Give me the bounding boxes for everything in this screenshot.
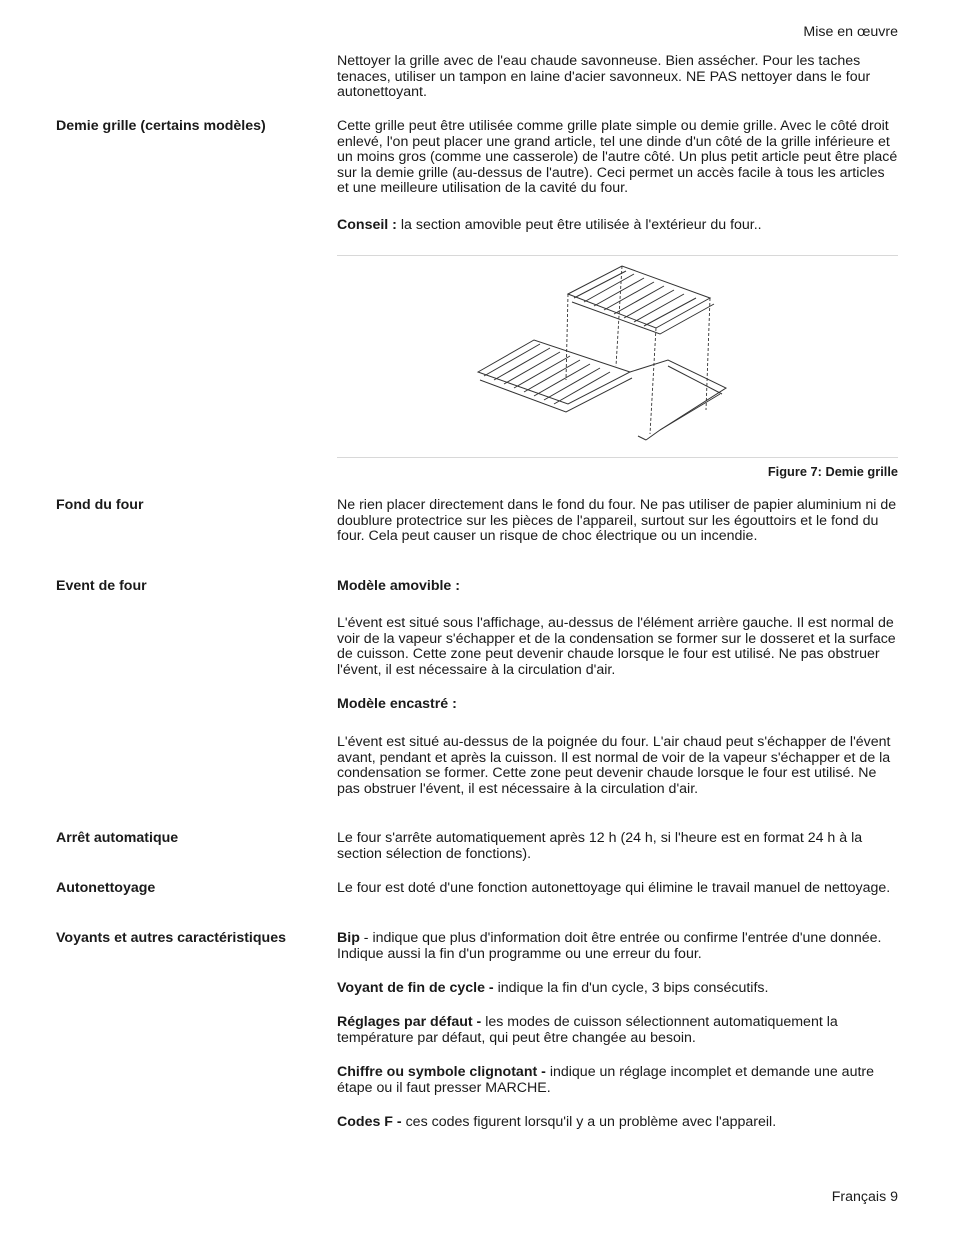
section-title-voyants: Voyants et autres caractéristiques [56, 930, 286, 946]
figure-top-rule [337, 255, 898, 256]
voyant-text: indique la fin d'un cycle, 3 bips consécutifs. [493, 980, 769, 996]
section-title-arret: Arrêt automatique [56, 830, 179, 846]
voyant-text: indique un réglage incomplet et demande une autre étape ou il faut presser MARCHE. [337, 1064, 875, 1096]
voyant-label: Codes F - [337, 1114, 402, 1130]
section-title-demie-grille: Demie grille (certains modèles) [56, 118, 266, 134]
figure-bottom-rule [337, 457, 898, 458]
voyant-item [337, 1065, 899, 1096]
voyant-item [337, 931, 899, 962]
section-title-fond: Fond du four [56, 497, 144, 513]
autonettoyage-body: Le four est doté d'une fonction autonettoyage qui élimine le travail manuel de nettoyage. [337, 880, 891, 896]
voyant-label: Réglages par défaut - [337, 1014, 482, 1030]
voyant-text: les modes de cuisson sélectionnent automatiquement la température par défaut, qui peut être changée au besoin. [337, 1014, 838, 1046]
voyant-label: Bip [337, 930, 360, 946]
half-rack-illustration [470, 262, 740, 450]
page-footer: Français 9 [831, 1189, 898, 1205]
figure-caption: Figure 7: Demie grille [767, 464, 898, 479]
voyant-label: Voyant de fin de cycle - [337, 980, 494, 996]
page-header: Mise en œuvre [803, 24, 898, 40]
arret-body: Le four s'arrête automatiquement après 12 h (24 h, si l'heure est en format 24 h à la section sélection de fonctions). [337, 830, 863, 862]
half-rack-figure [470, 262, 740, 450]
model2-body: L'évent est situé au-dessus de la poignée du four. L'air chaud peut s'échapper de l'évent avant, pendant et après la cuisson. Il est normal de voir de la vapeur s'échapper et de la condensation se former. Cette zone peut devenir chaude lorsque le four est utilisé. Ne pas obstruer l'évent, il est nécessaire à la circulation d'air. [337, 734, 891, 797]
fond-body: Ne rien placer directement dans le fond du four. Ne pas utiliser de papier aluminium ni de doublure protectrice sur les pièces de l'appareil, surtout sur les égouttoirs et le fond du four. Cela peut causer un risque de choc électrique ou un incendie. [337, 497, 897, 545]
section-title-event: Event de four [56, 578, 147, 594]
section-title-autonettoyage: Autonettoyage [56, 880, 156, 896]
model2-label: Modèle encastré : [337, 696, 457, 712]
voyant-label: Chiffre ou symbole clignotant - [337, 1064, 546, 1080]
model1-label: Modèle amovible : [337, 578, 460, 594]
model1-body: L'évent est situé sous l'affichage, au-dessus de l'élément arrière gauche. Il est normal de voir de la vapeur s'échapper et de la condensation se former sur le dosseret et la surface de cuisson. Cette zone peut devenir chaude lorsque le four est utilisé. Ne pas obstruer l'évent, il est nécessaire à la circulation d'air. [337, 615, 896, 678]
tip-text: la section amovible peut être utilisée à l'extérieur du four.. [396, 217, 762, 233]
voyant-item [337, 981, 899, 997]
demie-grille-tip [337, 218, 899, 234]
intro-paragraph: Nettoyer la grille avec de l'eau chaude savonneuse. Bien assécher. Pour les taches tenaces, utiliser un tampon en laine d'acier savonneux. NE PAS nettoyer dans le four autonettoyant. [337, 53, 871, 101]
demie-grille-body: Cette grille peut être utilisée comme grille plate simple ou demie grille. Avec le côté droit enlevé, l'on peut placer une grand article, tel une dinde d'un côté de la grille inférieure et un moins gros (comme une casserole) de l'autre côté. Un plus petit article peut être placé sur la demie grille (au-dessus de l'autre). Ceci permet un accès facile à tous les articles et une meilleure utilisation de la cavité du four. [337, 118, 898, 197]
voyant-text: - indique que plus d'information doit être entrée ou confirme l'entrée d'une donnée. Indique aussi la fin d'un programme ou une erreur du four. [337, 930, 882, 962]
voyant-item [337, 1015, 899, 1046]
tip-label: Conseil : [337, 217, 397, 233]
voyant-text: ces codes figurent lorsqu'il y a un problème avec l'appareil. [401, 1114, 777, 1130]
voyant-item [337, 1115, 899, 1131]
